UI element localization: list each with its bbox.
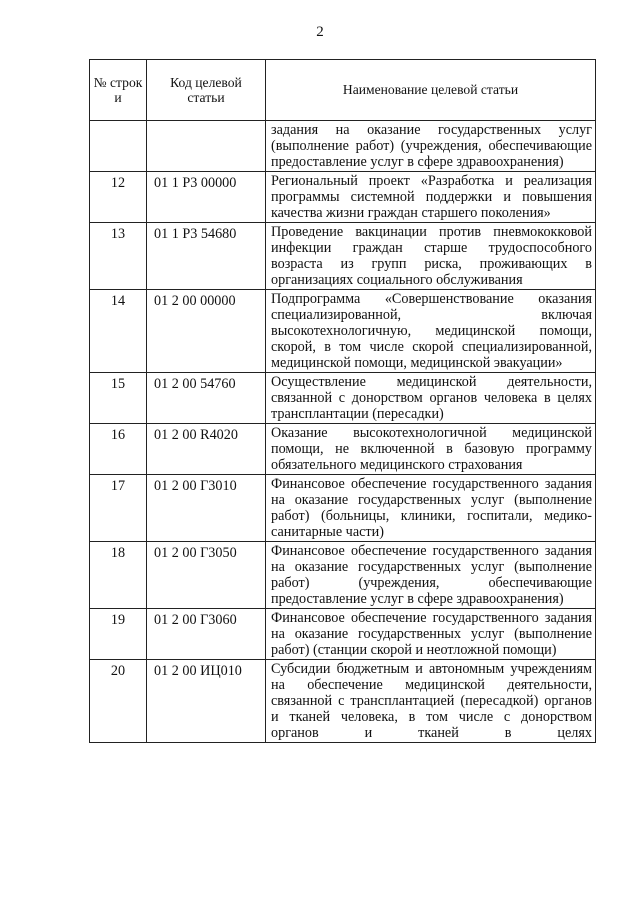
row-code: 01 2 00 R4020 <box>147 424 266 475</box>
page-number: 2 <box>316 24 324 40</box>
row-name: Проведение вакцинации против пневмококковой инфекции граждан старше трудоспособного возраста из групп риска, проживающих в организациях социального обслуживания <box>266 223 596 290</box>
table-row <box>90 475 596 542</box>
row-number: 17 <box>90 475 147 542</box>
row-code: 01 2 00 Г3010 <box>147 475 266 542</box>
row-number: 13 <box>90 223 147 290</box>
row-number: 20 <box>90 660 147 743</box>
row-name: Финансовое обеспечение государственного задания на оказание государственных услуг (выполнение работ) (станции скорой и неотложной помощи) <box>266 609 596 660</box>
header-row-number: № строк и <box>90 60 147 121</box>
row-number: 16 <box>90 424 147 475</box>
row-number: 18 <box>90 542 147 609</box>
row-name: Региональный проект «Разработка и реализация программы системной поддержки и повышения качества жизни граждан старшего поколения» <box>266 172 596 223</box>
row-code: 01 2 00 00000 <box>147 290 266 373</box>
row-code <box>147 121 266 172</box>
table-row <box>90 172 596 223</box>
table-row <box>90 542 596 609</box>
row-code: 01 2 00 ИЦ010 <box>147 660 266 743</box>
table-row <box>90 223 596 290</box>
table-row <box>90 424 596 475</box>
header-name: Наименование целевой статьи <box>266 60 596 121</box>
row-number: 15 <box>90 373 147 424</box>
row-name: Осуществление медицинской деятельности, связанной с донорством органов человека в целях трансплантации (пересадки) <box>266 373 596 424</box>
row-number: 19 <box>90 609 147 660</box>
table-row <box>90 660 596 743</box>
row-name: Подпрограмма «Совершенствование оказания специализированной, включая высокотехнологичную, медицинской помощи, скорой, в том числе скорой специализированной, медицинской помощи, медицинской эвакуации» <box>266 290 596 373</box>
row-name: Оказание высокотехнологичной медицинской помощи, не включенной в базовую программу обязательного медицинского страхования <box>266 424 596 475</box>
table-row <box>90 609 596 660</box>
row-code: 01 2 00 Г3050 <box>147 542 266 609</box>
row-name: задания на оказание государственных услуг (выполнение работ) (учреждения, обеспечивающие предоставление услуг в сфере здравоохранения) <box>266 121 596 172</box>
row-number <box>90 121 147 172</box>
target-articles-table <box>89 59 596 743</box>
header-code: Код целевой статьи <box>147 60 266 121</box>
row-code: 01 2 00 54760 <box>147 373 266 424</box>
table-header-row <box>90 60 596 121</box>
row-name: Финансовое обеспечение государственного задания на оказание государственных услуг (выполнение работ) (больницы, клиники, госпитали, медико-санитарные части) <box>266 475 596 542</box>
row-name: Субсидии бюджетным и автономным учреждениям на обеспечение медицинской деятельности, связанной с трансплантацией (пересадкой) органов и тканей человека, в том числе с донорством органов и тканей в целях <box>266 660 596 743</box>
row-code: 01 2 00 Г3060 <box>147 609 266 660</box>
table-row <box>90 290 596 373</box>
row-code: 01 1 P3 54680 <box>147 223 266 290</box>
table-row <box>90 373 596 424</box>
table-row <box>90 121 596 172</box>
row-number: 14 <box>90 290 147 373</box>
row-code: 01 1 P3 00000 <box>147 172 266 223</box>
row-number: 12 <box>90 172 147 223</box>
row-name: Финансовое обеспечение государственного задания на оказание государственных услуг (выполнение работ) (учреждения, обеспечивающие предоставление услуг в сфере здравоохранения) <box>266 542 596 609</box>
